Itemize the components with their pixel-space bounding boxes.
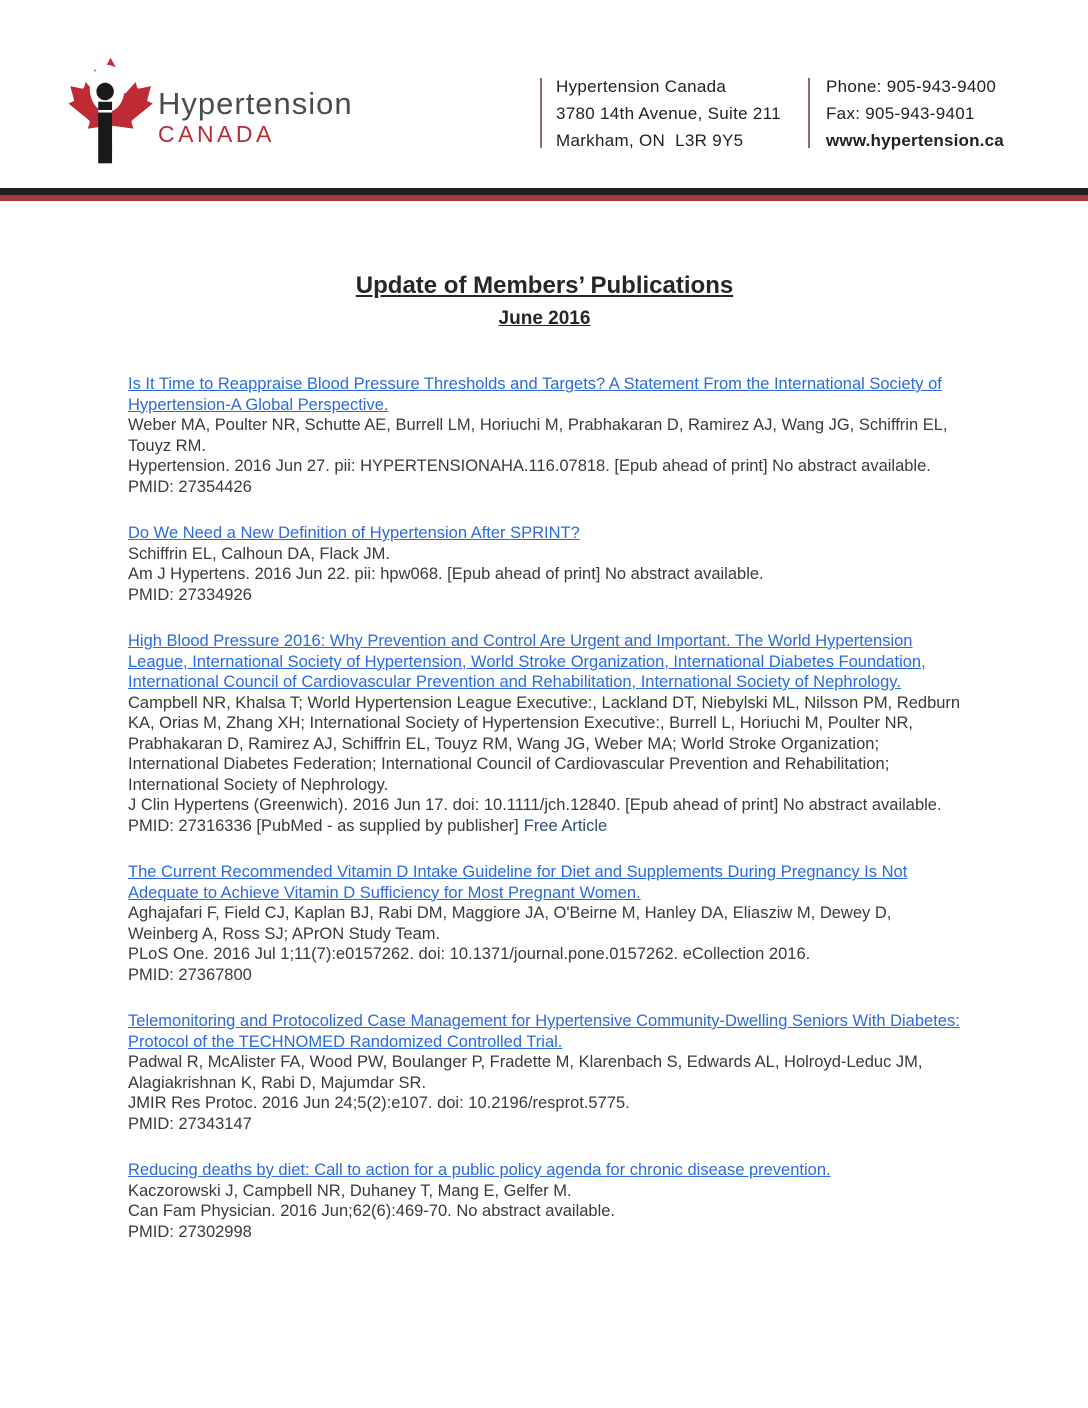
publication-authors: Schiffrin EL, Calhoun DA, Flack JM. — [128, 544, 390, 563]
publication-pmid-line — [128, 965, 961, 986]
page-subtitle: June 2016 — [498, 308, 591, 329]
publication-title-link[interactable]: Do We Need a New Definition of Hypertension After SPRINT? — [128, 524, 580, 542]
publication-authors: Weber MA, Poulter NR, Schutte AE, Burrell LM, Horiuchi M, Prabhakaran D, Ramirez AJ, Wang JG, Schiffrin EL, Touyz RM. — [128, 416, 948, 455]
header-rule-dark — [0, 188, 1088, 195]
header-divider — [540, 78, 542, 148]
document-body — [128, 202, 961, 1268]
fax-number: Fax: 905-943-9401 — [826, 104, 975, 123]
publication-pmid-line — [128, 816, 961, 837]
publication-pmid: PMID: 27316336 [PubMed - as supplied by publisher] — [128, 816, 519, 835]
maple-leaf-logo-icon — [60, 55, 160, 172]
address-line-2: 3780 14th Avenue, Suite 211 — [556, 104, 781, 123]
contact-block — [826, 73, 1004, 154]
publication-citation: PLoS One. 2016 Jul 1;11(7):e0157262. doi: 10.1371/journal.pone.0157262. eCollection 2016. — [128, 945, 811, 963]
publication-citation: J Clin Hypertens (Greenwich). 2016 Jun 17. doi: 10.1111/jch.12840. [Epub ahead of print] No abstract available. — [128, 796, 942, 814]
publication-authors: Campbell NR, Khalsa T; World Hypertension League Executive:, Lackland DT, Niebylski ML, Nilsson PM, Redburn KA, Orias M, Zhang XH; International Society of Hypertension Executive:, Burrell L, Horiuchi M, Poulter NR, Prabhakaran D, Ramirez AJ, Schiffrin EL, Touyz RM, Wang JG, Weber MA; World Stroke Organization; International Diabetes Federation; International Council of Cardiovascular Prevention and Rehabilitation; International Society of Nephrology. — [128, 693, 961, 794]
address-block — [556, 73, 781, 154]
publication-authors: Padwal R, McAlister FA, Wood PW, Boulanger P, Fradette M, Klarenbach S, Edwards AL, Holroyd-Leduc JM, Alagiakrishnan K, Rabi D, Majumdar SR. — [128, 1053, 923, 1092]
publication-entry — [128, 631, 961, 836]
publication-title-link[interactable]: Reducing deaths by diet: Call to action for a public policy agenda for chronic disease prevention. — [128, 1161, 831, 1179]
publication-pmid-line — [128, 1114, 961, 1135]
publication-entry — [128, 1011, 961, 1134]
publication-entry — [128, 1160, 961, 1242]
publication-title-link[interactable]: Is It Time to Reappraise Blood Pressure Thresholds and Targets? A Statement From the International Society of Hypertension-A Global Perspective. — [128, 375, 942, 414]
header-divider — [808, 78, 810, 148]
page-title: Update of Members’ Publications — [355, 272, 734, 299]
publication-authors: Kaczorowski J, Campbell NR, Duhaney T, Mang E, Gelfer M. — [128, 1181, 572, 1200]
publication-pmid: PMID: 27367800 — [128, 965, 252, 984]
logo-wordmark — [158, 88, 353, 147]
free-article-link[interactable]: Free Article — [523, 816, 608, 835]
publication-citation: Hypertension. 2016 Jun 27. pii: HYPERTENSIONAHA.116.07818. [Epub ahead of print] No abstract available. — [128, 457, 931, 475]
publication-entry — [128, 862, 961, 985]
logo-name: Hypertension — [158, 86, 353, 121]
publication-citation: Am J Hypertens. 2016 Jun 22. pii: hpw068. [Epub ahead of print] No abstract available. — [128, 565, 764, 583]
publication-authors: Aghajafari F, Field CJ, Kaplan BJ, Rabi DM, Maggiore JA, O'Beirne M, Hanley DA, Eliasziw M, Dewey D, Weinberg A, Ross SJ; APrON Study Team. — [128, 904, 892, 943]
publication-list — [128, 374, 961, 1242]
logo-country: CANADA — [158, 121, 275, 147]
publication-pmid-line — [128, 1222, 961, 1243]
publication-title-link[interactable]: High Blood Pressure 2016: Why Prevention and Control Are Urgent and Important. The World Hypertension League, International Society of Hypertension, World Stroke Organization, International Diabetes Foundation, International Council of Cardiovascular Prevention and Rehabilitation, International Society of Nephrology. — [128, 632, 926, 691]
publication-entry — [128, 374, 961, 497]
publication-pmid: PMID: 27334926 — [128, 585, 252, 604]
website-url: www.hypertension.ca — [826, 131, 1004, 150]
address-line-1: Hypertension Canada — [556, 77, 727, 96]
phone-number: Phone: 905-943-9400 — [826, 77, 997, 96]
publication-pmid: PMID: 27343147 — [128, 1114, 252, 1133]
letterhead — [0, 0, 1088, 202]
publication-pmid: PMID: 27302998 — [128, 1222, 252, 1241]
publication-citation: Can Fam Physician. 2016 Jun;62(6):469-70. No abstract available. — [128, 1202, 616, 1220]
publication-pmid-line — [128, 477, 961, 498]
publication-title-link[interactable]: Telemonitoring and Protocolized Case Management for Hypertensive Community-Dwelling Seniors With Diabetes: Protocol of the TECHNOMED Randomized Controlled Trial. — [128, 1012, 960, 1051]
publication-citation: JMIR Res Protoc. 2016 Jun 24;5(2):e107. doi: 10.2196/resprot.5775. — [128, 1094, 630, 1112]
publication-entry — [128, 523, 961, 605]
header-rule-red — [0, 195, 1088, 201]
address-line-3: Markham, ON L3R 9Y5 — [556, 131, 744, 150]
publication-title-link[interactable]: The Current Recommended Vitamin D Intake Guideline for Diet and Supplements During Pregnancy Is Not Adequate to Achieve Vitamin D Sufficiency for Most Pregnant Women. — [128, 863, 908, 902]
publication-pmid-line — [128, 585, 961, 606]
publication-pmid: PMID: 27354426 — [128, 477, 252, 496]
